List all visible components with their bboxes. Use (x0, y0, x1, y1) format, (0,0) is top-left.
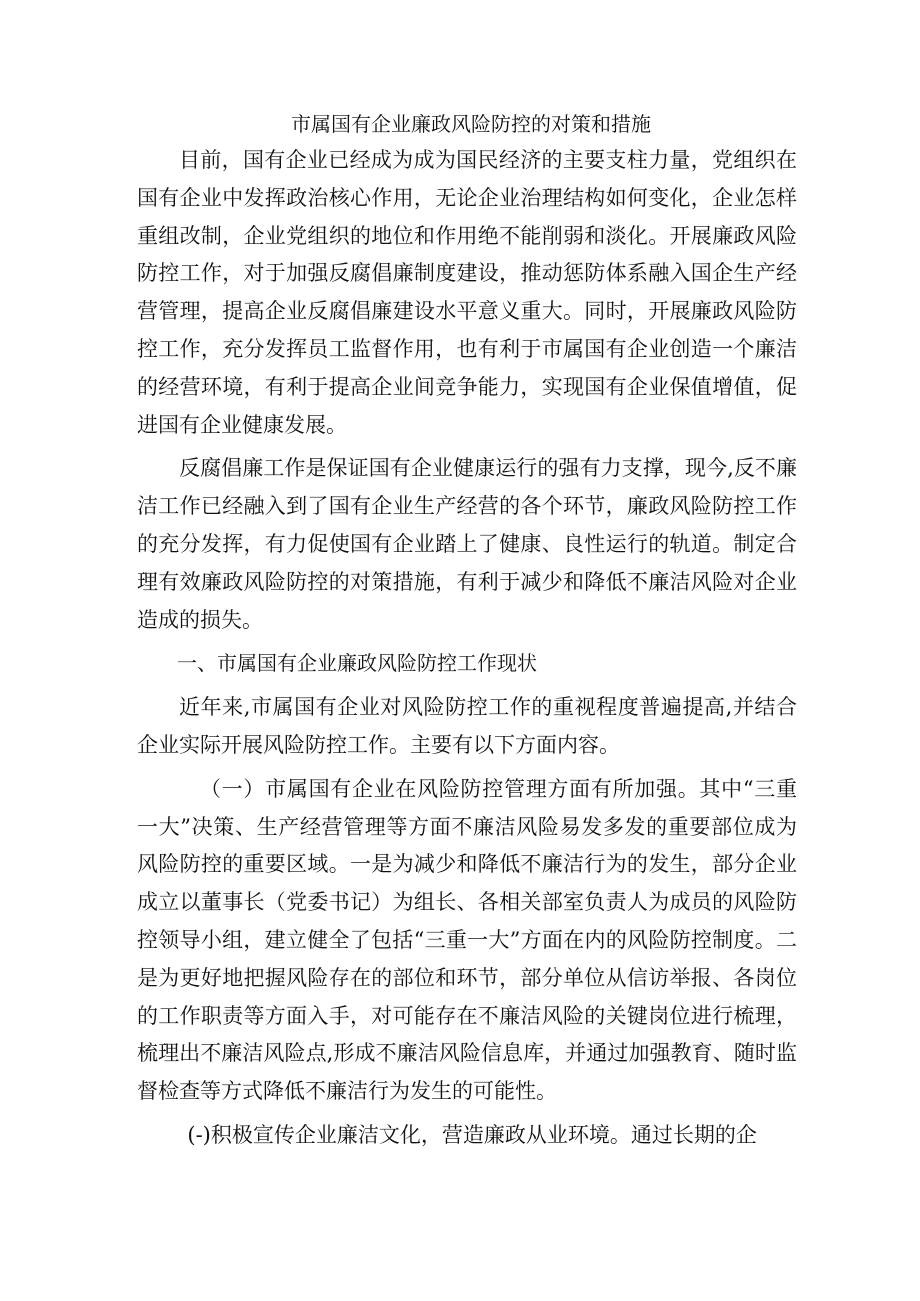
paragraph-intro: 目前，国有企业已经成为成为国民经济的主要支柱力量，党组织在国有企业中发挥政治核心作用，无论企业治理结构如何变化，企业怎样重组改制，企业党组织的地位和作用绝不能削弱和淡化。开展廉政风险防控工作，对于加强反腐倡廉制度建设，推动惩防体系融入国企生产经营管理，提高企业反腐倡廉建设水平意义重大。同时，开展廉政风险防控工作，充分发挥员工监督作用，也有利于市属国有企业创造一个廉洁的经营环境，有利于提高企业间竞争能力，实现国有企业保值增值，促进国有企业健康发展。 (137, 148, 797, 437)
document-body (137, 110, 797, 1161)
document-title: 市属国有企业廉政风险防控的对策和措施 (291, 112, 651, 136)
subsection-1: （一）市属国有企业在风险防控管理方面有所加强。其中“三重一大”决策、生产经营管理等方面不廉洁风险易发多发的重要部位成为风险防控的重要区域。一是为减少和降低不廉洁行为的发生，部分企业成立以董事长（党委书记）为组长、各相关部室负责人为成员的风险防控领导小组，建立健全了包括“三重一大”方面在内的风险防控制度。二是为更好地把握风险存在的部位和环节，部分单位从信访举报、各岗位的工作职责等方面入手，对可能存在不廉洁风险的关键岗位进行梳理，梳理出不廉洁风险点,形成不廉洁风险信息库，并通过加强教育、随时监督检查等方式降低不廉洁行为发生的可能性。 (137, 776, 797, 1104)
paragraph-anticorruption: 反腐倡廉工作是保证国有企业健康运行的强有力支撑，现今,反不廉洁工作已经融入到了国有企业生产经营的各个环节，廉政风险防控工作的充分发挥，有力促使国有企业踏上了健康、良性运行的轨道。制定合理有效廉政风险防控的对策措施，有利于减少和降低不廉洁风险对企业造成的损失。 (137, 456, 797, 632)
section-1-intro: 近年来,市属国有企业对风险防控工作的重视程度普遍提高,并结合企业实际开展风险防控工作。主要有以下方面内容。 (137, 695, 797, 757)
subsection-2: (-)积极宣传企业廉洁文化，营造廉政从业环境。通过长期的企 (187, 1122, 757, 1147)
section-heading-1: 一、市属国有企业廉政风险防控工作现状 (177, 651, 537, 676)
